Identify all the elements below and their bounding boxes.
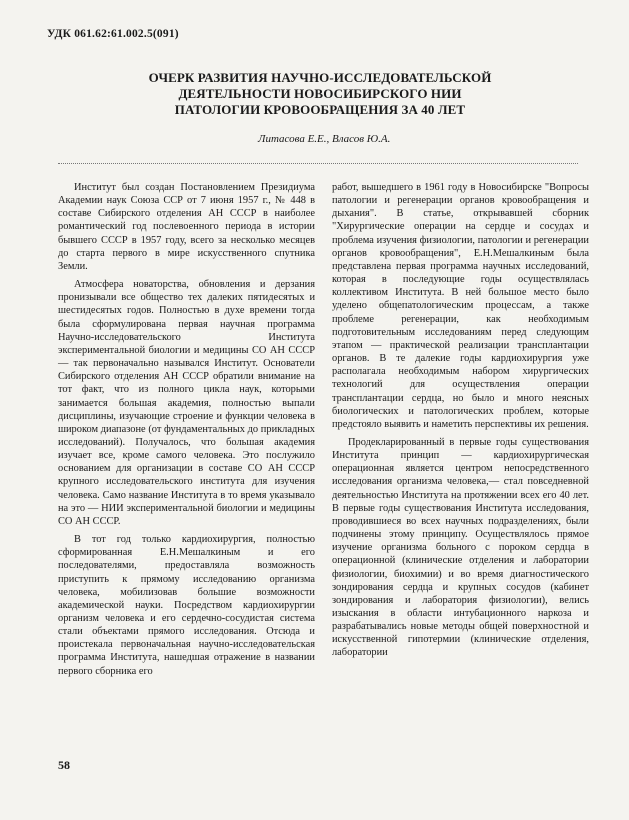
title-line-2: ДЕЯТЕЛЬНОСТИ НОВОСИБИРСКОГО НИИ [178, 86, 462, 101]
title-line-1: ОЧЕРК РАЗВИТИЯ НАУЧНО-ИССЛЕДОВАТЕЛЬСКОЙ [148, 70, 492, 85]
right-column [332, 181, 589, 665]
article-authors: Литасова Е.Е., Власов Ю.А. [258, 133, 391, 145]
paragraph: Продекларированный в первые годы существования Института принцип — кардиохирургическая операционная является центром непосредственного исследования организма человека,— стал повседневной деятельностью Института на протяжении всех его 40 лет. В первые годы существования Института исследования, проводившиеся во всех научных подразделениях, были подчинены этому принципу. Осуществлялось прямое изучение организма больного с пороком сердца в операционной (клинические отделения и лаборатории физиологии, биохимии) и во время диагностического зондирования сердца и крупных сосудов (кабинет зондирования и лаборатория физиологии), велись изыскания в области интубационного наркоза и разрабатывались новые методы общей поверхностной и искусственной гипотермии (клинические отделения, лаборатории [332, 436, 589, 659]
left-column [58, 181, 315, 683]
paragraph: Атмосфера новаторства, обновления и дерзания пронизывали все общество тех далеких пятидесятых и шестидесятых годов. Полностью в духе времени тогда была сформулирована первая научная программа Научно-исследовательского Института экспериментальной биологии и медицины СО АН СССР — так первоначально назывался Институт. Основатели Сибирского отделения АН СССР обратили внимание на тот факт, что из полного цикла наук, которыми занимается большая академия, полностью выпали дисциплины, изучающие строение и функции человека в широком диапазоне (от фундаментальных до прикладных исследований). Получалось, что большая академия изучает все, кроме самого человека. Это послужило основанием для организации в составе СО АН СССР крупного исследовательского института для изучения человека. Само название Института в то время указывало на это — НИИ экспериментальной биологии и медицины СО АН СССР. [58, 279, 315, 527]
paragraph: В тот год только кардиохирургия, полностью сформированная Е.Н.Мешалкиным и его последователями, предоставляла возможность приступить к прямому исследованию организма человека, мобилизовав большие возможности академической науки. Посредством кардиохирургии организм человека и его сердечно-сосудистая система стали объектами прямого исследования. Отсюда и проистекала первоначальная научно-исследовательская программа Института, нашедшая отражение в названии первого сборника его [58, 534, 315, 677]
udk-code: УДК 061.62:61.002.5(091) [47, 28, 179, 40]
header-divider [58, 163, 578, 164]
paragraph: работ, вышедшего в 1961 году в Новосибирске "Вопросы патологии и регенерации органов кровообращения и дыхания". В статье, открывавшей сборник "Хирургические операции на сердце и сосудах и проблема изучения физиологии, патологии и регенерации органов кровообращения", Е.Н.Мешалкиным была представлена первая программа научных исследований, которая в последующие годы осуществлялась коллективом Института. В ней большое место было уделено общепатологическим процессам, а также проблеме регенерации, как необходимым подготовительным исследованиям перед следующим этапом — практической реализации трансплантации органов. В те далекие годы кардиохирургия уже располагала необходимым набором хирургических технологий для осуществления операции трансплантации сердца, но было и много неясных биологических и патологических проблем, которые предстояло выявить и наметить перспективы их решения. [332, 182, 589, 430]
article-title [130, 70, 510, 118]
page-number: 58 [58, 758, 70, 772]
title-line-3: ПАТОЛОГИИ КРОВООБРАЩЕНИЯ ЗА 40 ЛЕТ [174, 102, 466, 117]
paragraph: Институт был создан Постановлением Президиума Академии наук Союза ССР от 7 июня 1957 г., № 448 в составе Сибирского отделения АН СССР в наиболее романтический год послевоенного периода в истории бывшего СССР в 1957 году, всего за несколько месяцев до старта первого в мире искусственного спутника Земли. [58, 182, 315, 272]
